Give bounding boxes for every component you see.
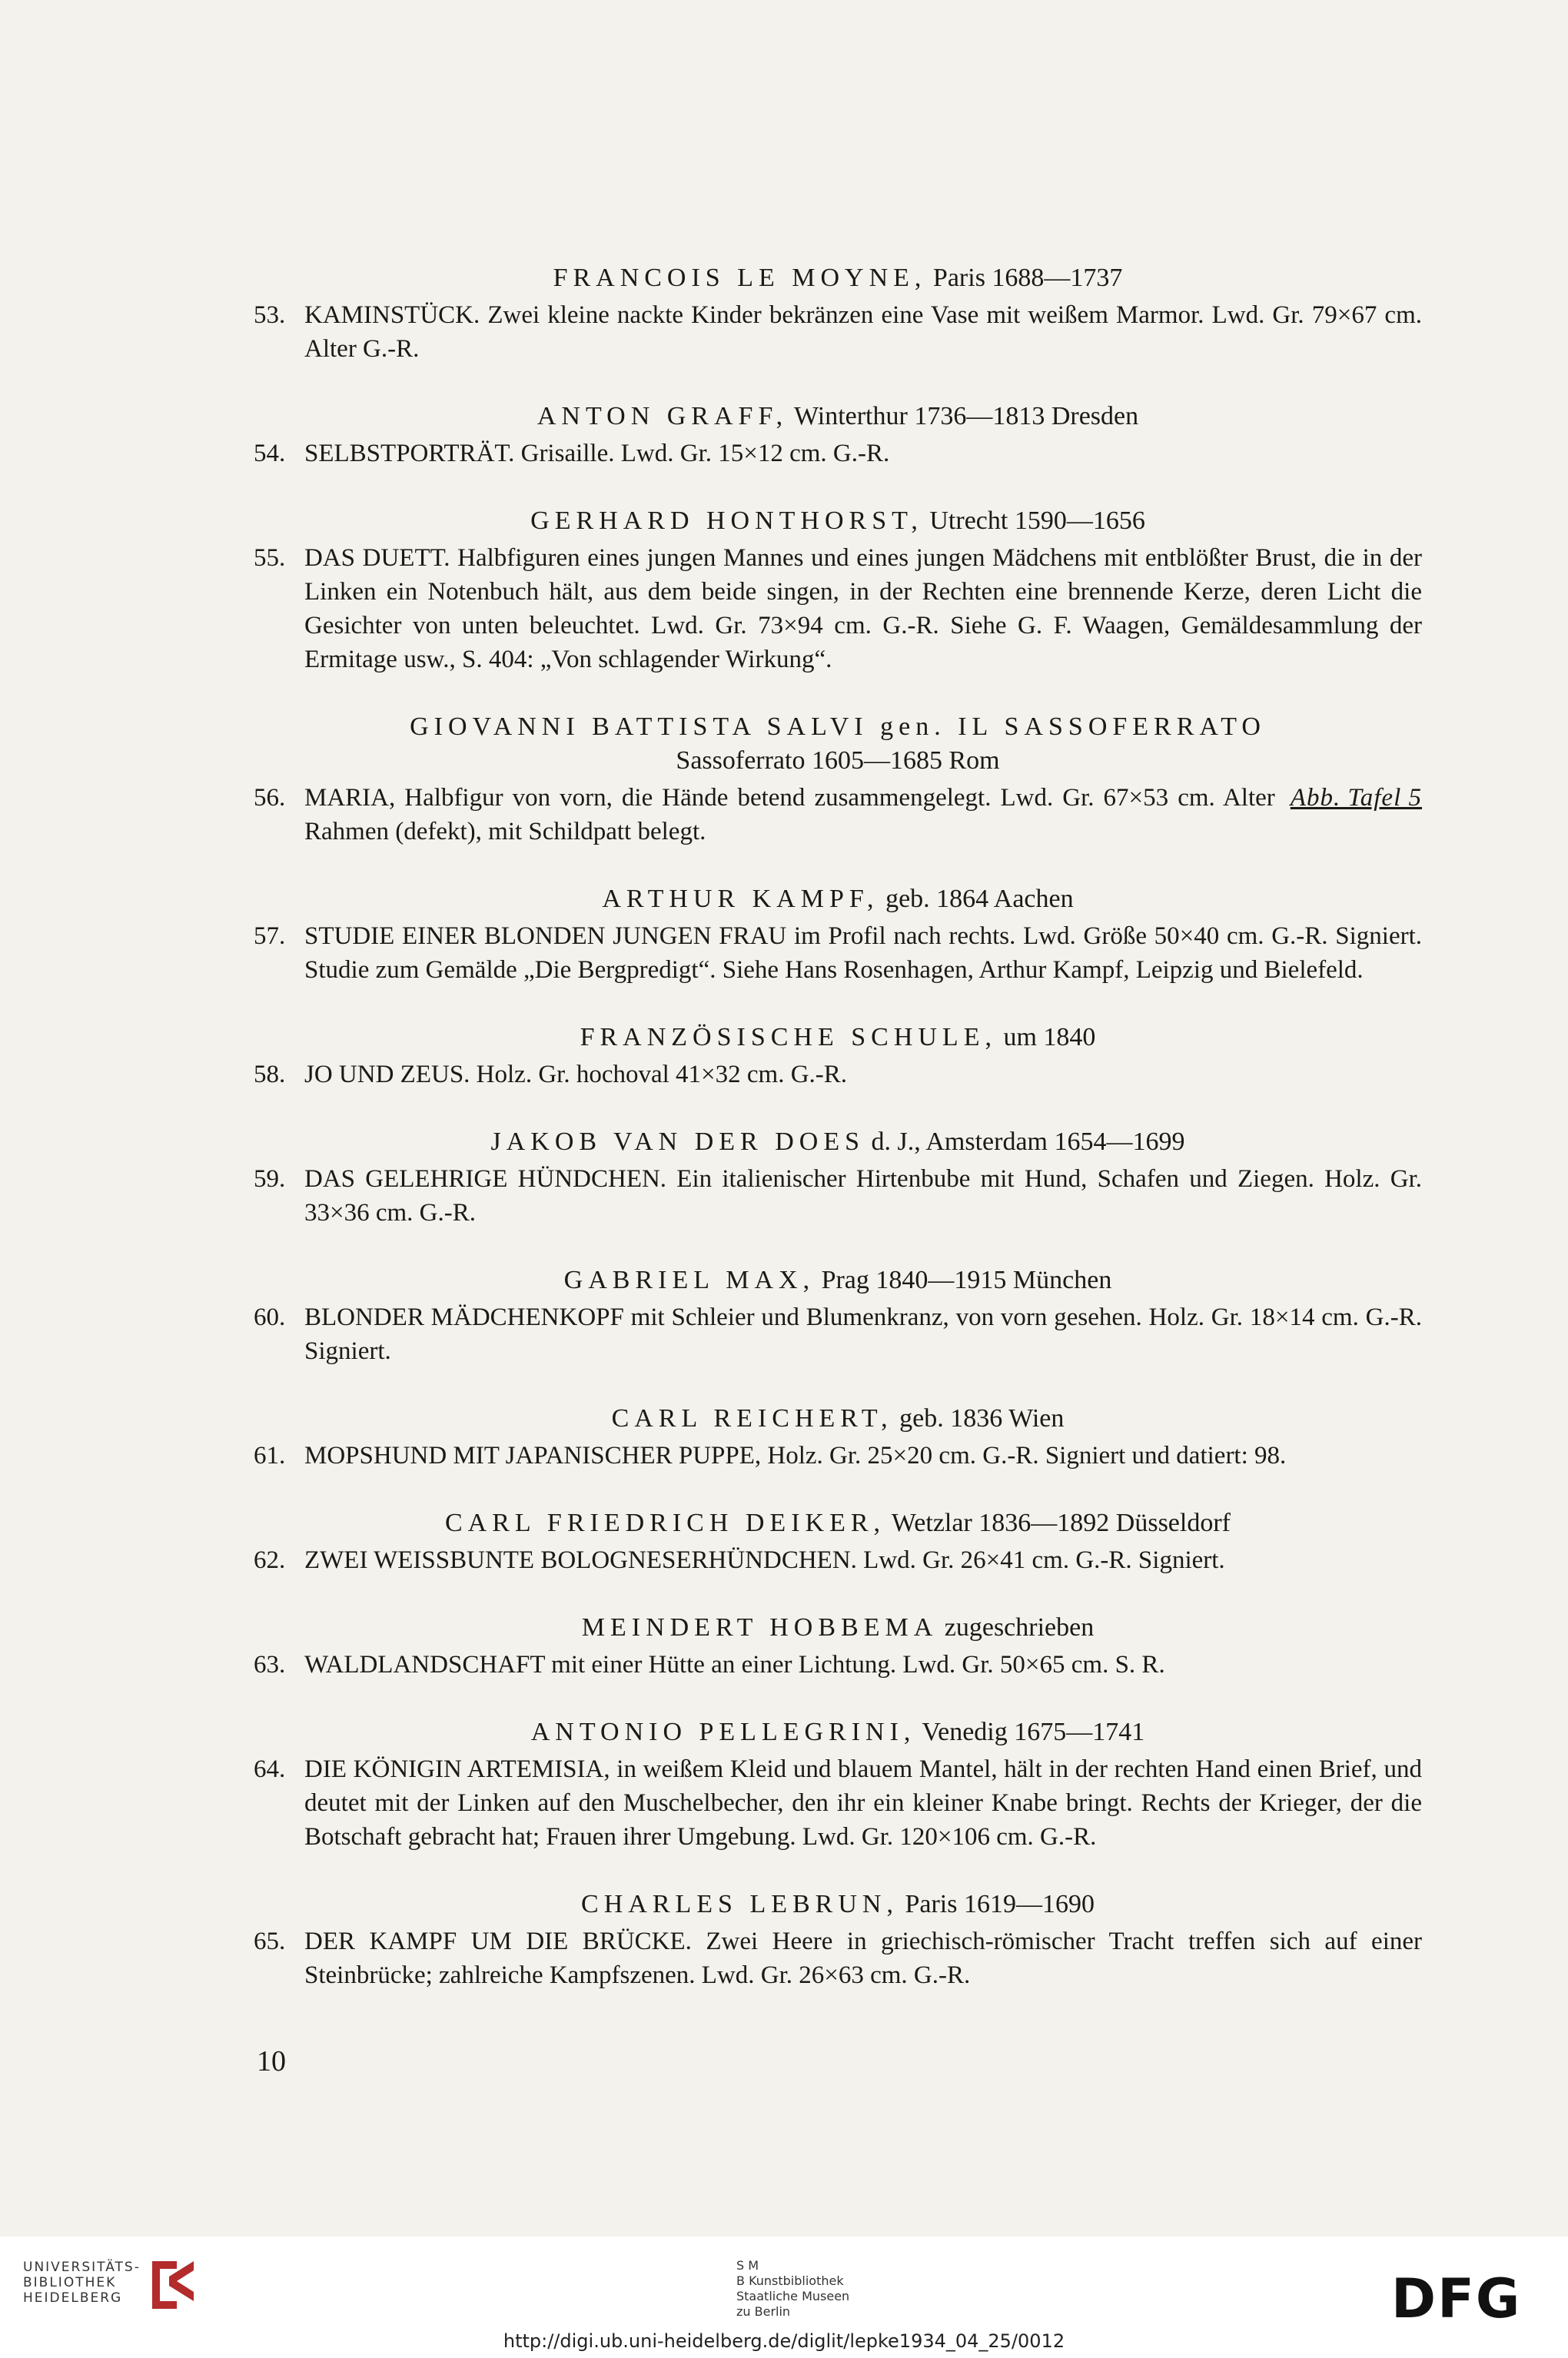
artist-heading — [254, 400, 1422, 433]
catalog-entry — [254, 298, 1422, 366]
catalog-entry — [254, 781, 1422, 849]
artist-detail: Prag 1840—1915 München — [821, 1266, 1112, 1294]
entry-number: 62. — [254, 1546, 286, 1574]
library-line-1: UNIVERSITÄTS- — [23, 2260, 141, 2275]
artist-name: CARL REICHERT, — [611, 1404, 893, 1433]
entry-number: 64. — [254, 1755, 286, 1783]
artist-detail: Winterthur 1736—1813 Dresden — [794, 402, 1139, 430]
entry-number: 60. — [254, 1304, 286, 1331]
entry-text: MOPSHUND MIT JAPANISCHER PUPPE, Holz. Gr. 25×20 cm. G.-R. Signiert und datiert: 98. — [304, 1442, 1287, 1470]
entry-text: WALDLANDSCHAFT mit einer Hütte an einer Lichtung. Lwd. Gr. 50×65 cm. S. R. — [304, 1651, 1165, 1679]
entry-text: ZWEI WEISSBUNTE BOLOGNESERHÜNDCHEN. Lwd. Gr. 26×41 cm. G.-R. Signiert. — [304, 1546, 1225, 1574]
museum-line-3: Staatliche Museen — [736, 2289, 850, 2303]
entry-number: 63. — [254, 1651, 286, 1679]
library-logo-icon — [146, 2255, 200, 2315]
catalog-content — [254, 261, 1422, 1992]
catalog-entry — [254, 1162, 1422, 1230]
artist-heading — [254, 710, 1422, 778]
artist-name: ARTHUR KAMPF, — [602, 885, 879, 913]
catalog-entry — [254, 1648, 1422, 1682]
artist-heading — [254, 261, 1422, 295]
artist-name: ANTON GRAFF, — [537, 402, 789, 430]
heidelberg-library-logo[interactable] — [23, 2260, 141, 2306]
artist-name: FRANZÖSISCHE SCHULE, — [580, 1023, 997, 1051]
entry-text: DAS DUETT. Halbfiguren eines jungen Mannes und eines jungen Mädchens mit entblößter Brust, die in der Linken ein Notenbuch hält, aus dem beide singen, in der Rechten eine brennende Kerze, deren Licht die Gesichter von unten beleuchtet. Lwd. Gr. 73×94 cm. G.-R. Siehe G. F. Waagen, Gemäldesammlung der Ermitage usw., S. 404: „Von schlagender Wirkung“. — [304, 544, 1422, 673]
artist-heading — [254, 1506, 1422, 1540]
entry-number: 65. — [254, 1928, 286, 1955]
artist-detail: um 1840 — [1003, 1023, 1096, 1051]
entry-number: 57. — [254, 922, 286, 950]
library-line-3: HEIDELBERG — [23, 2290, 123, 2306]
library-line-2: BIBLIOTHEK — [23, 2275, 117, 2290]
artist-name: FRANCOIS LE MOYNE, — [553, 264, 927, 292]
artist-heading — [254, 504, 1422, 538]
artist-heading — [254, 1125, 1422, 1159]
artist-heading — [254, 1611, 1422, 1645]
museum-line-2: B Kunstbibliothek — [736, 2273, 844, 2288]
entry-number: 53. — [254, 301, 286, 329]
entry-number: 61. — [254, 1442, 286, 1470]
artist-detail: Paris 1688—1737 — [932, 264, 1123, 292]
catalog-entry — [254, 541, 1422, 676]
permalink-url[interactable]: http://digi.ub.uni-heidelberg.de/diglit/lepke1934_04_25/0012 — [503, 2330, 1065, 2352]
artist-name: GIOVANNI BATTISTA SALVI gen. IL SASSOFERRATO — [410, 712, 1266, 741]
artist-heading — [254, 1402, 1422, 1436]
artist-detail: Venedig 1675—1741 — [922, 1718, 1145, 1746]
entry-number: 54. — [254, 440, 286, 467]
artist-name: JAKOB VAN DER DOES — [490, 1128, 865, 1156]
museum-credit — [736, 2258, 849, 2320]
entry-text: DER KAMPF UM DIE BRÜCKE. Zwei Heere in griechisch-römischer Tracht treffen sich auf einer Steinbrücke; zahlreiche Kampfszenen. Lwd. Gr. 26×63 cm. G.-R. — [304, 1928, 1422, 1989]
artist-detail: Wetzlar 1836—1892 Düsseldorf — [891, 1509, 1231, 1537]
catalog-entry — [254, 1439, 1422, 1473]
page-number: 10 — [257, 2045, 286, 2077]
entry-text: BLONDER MÄDCHENKOPF mit Schleier und Blumenkranz, von vorn gesehen. Holz. Gr. 18×14 cm. G.-R. Signiert. — [304, 1304, 1422, 1365]
entry-number: 59. — [254, 1165, 286, 1193]
catalog-entry — [254, 1058, 1422, 1091]
catalog-entry — [254, 1925, 1422, 1992]
entry-text: DAS GELEHRIGE HÜNDCHEN. Ein italienischer Hirtenbube mit Hund, Schafen und Ziegen. Holz. Gr. 33×36 cm. G.-R. — [304, 1165, 1422, 1227]
entry-number: 58. — [254, 1061, 286, 1088]
entry-text: MARIA, Halbfigur von vorn, die Hände betend zusammengelegt. Lwd. Gr. 67×53 cm. Alter Rahmen (defekt), mit Schildpatt belegt. — [304, 784, 1275, 845]
entry-text: KAMINSTÜCK. Zwei kleine nackte Kinder bekränzen eine Vase mit weißem Marmor. Lwd. Gr. 79×67 cm. Alter G.-R. — [304, 301, 1422, 363]
dfg-logo[interactable]: DFG — [1391, 2267, 1522, 2330]
artist-heading — [254, 882, 1422, 916]
artist-detail: geb. 1836 Wien — [899, 1404, 1065, 1433]
viewer-footer — [0, 2237, 1568, 2358]
artist-heading — [254, 1888, 1422, 1921]
catalog-entry — [254, 919, 1422, 987]
catalog-entry — [254, 1752, 1422, 1854]
catalog-entry — [254, 437, 1422, 470]
artist-detail: d. J., Amsterdam 1654—1699 — [871, 1128, 1185, 1156]
plate-reference: Abb. Tafel 5 — [1290, 784, 1422, 812]
entry-text: DIE KÖNIGIN ARTEMISIA, in weißem Kleid und blauem Mantel, hält in der rechten Hand einen Brief, und deutet mit der Linken auf den Muschelbecher, den ihr ein kleiner Knabe bringt. Rechts der Krieger, der die Botschaft gebracht hat; Frauen ihrer Umgebung. Lwd. Gr. 120×106 cm. G.-R. — [304, 1755, 1422, 1851]
entry-text: SELBSTPORTRÄT. Grisaille. Lwd. Gr. 15×12 cm. G.-R. — [304, 440, 890, 467]
entry-number: 56. — [254, 784, 286, 812]
artist-name: ANTONIO PELLEGRINI, — [530, 1718, 916, 1746]
artist-name: MEINDERT HOBBEMA — [581, 1613, 938, 1642]
artist-name: CARL FRIEDRICH DEIKER, — [445, 1509, 886, 1537]
artist-name: GABRIEL MAX, — [563, 1266, 816, 1294]
artist-heading — [254, 1021, 1422, 1054]
catalog-entry — [254, 1300, 1422, 1368]
artist-detail: zugeschrieben — [944, 1613, 1095, 1642]
artist-name: GERHARD HONTHORST, — [530, 506, 923, 535]
museum-line-1: S M — [736, 2258, 759, 2273]
entry-number: 55. — [254, 544, 286, 572]
entry-text: STUDIE EINER BLONDEN JUNGEN FRAU im Profil nach rechts. Lwd. Größe 50×40 cm. G.-R. Signiert. Studie zum Gemälde „Die Bergpredigt“. Siehe Hans Rosenhagen, Arthur Kampf, Leipzig und Bielefeld. — [304, 922, 1422, 984]
artist-detail: Paris 1619—1690 — [905, 1890, 1095, 1918]
museum-line-4: zu Berlin — [736, 2304, 791, 2319]
artist-name: CHARLES LEBRUN, — [581, 1890, 899, 1918]
artist-detail: Utrecht 1590—1656 — [929, 506, 1145, 535]
catalog-entry — [254, 1543, 1422, 1577]
artist-heading — [254, 1264, 1422, 1297]
artist-heading — [254, 1715, 1422, 1749]
artist-detail: geb. 1864 Aachen — [885, 885, 1074, 913]
artist-subline: Sassoferrato 1605—1685 Rom — [676, 746, 1000, 775]
entry-text: JO UND ZEUS. Holz. Gr. hochoval 41×32 cm. G.-R. — [304, 1061, 848, 1088]
